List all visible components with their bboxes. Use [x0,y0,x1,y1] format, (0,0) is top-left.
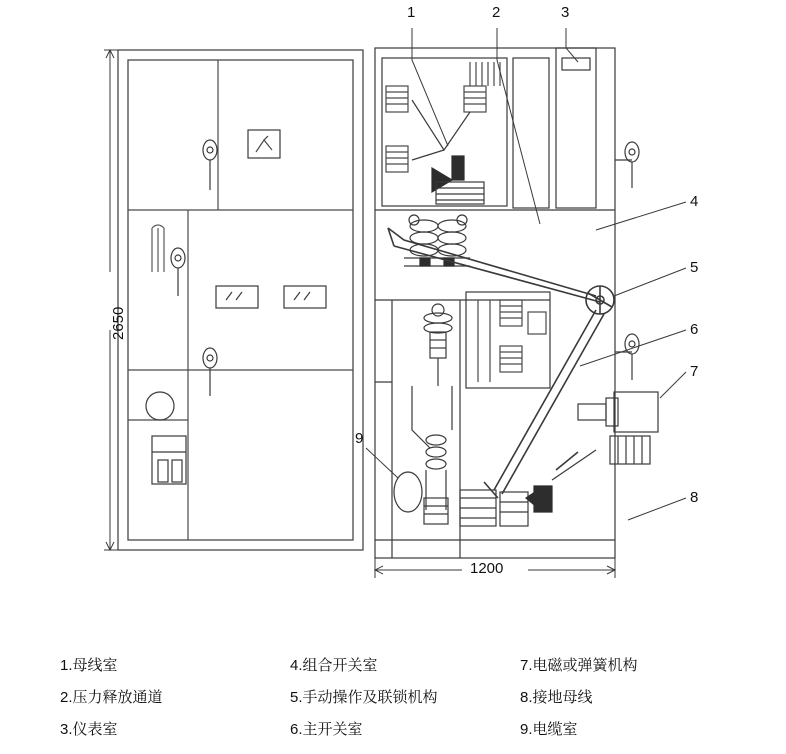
bushing-stack [404,182,484,266]
legend-item-8: 8.接地母线 [520,688,593,706]
door-handle-mid [171,248,185,296]
busbar-vertical-bars [470,62,500,86]
height-dimension-label: 2650 [110,306,127,340]
right-cabinet-outline [375,48,615,558]
vent-slots [152,225,164,272]
earthing-switch-assembly [460,450,596,526]
door-handle-lower [203,348,217,396]
pressure-relief-duct [513,58,549,208]
callout-5: 5 [690,259,699,276]
legend-item-1: 1.母线室 [60,656,118,674]
cable-compartment [394,386,452,524]
legend-item-4: 4.组合开关室 [290,656,378,674]
callout-4: 4 [690,193,699,210]
left-cabinet-divisions [128,60,353,540]
lower-linkage [494,310,604,494]
lower-left-equipment [146,392,186,484]
busbar-coils [386,86,486,172]
callout-6: 6 [690,321,699,338]
legend-item-2: 2.压力释放通道 [60,688,163,706]
callout-1: 1 [407,4,416,21]
label-plate-right [284,286,326,308]
width-dimension-label: 1200 [470,560,504,577]
legend [60,648,760,744]
label-plate-left [216,286,258,308]
main-switch-compartment [466,292,550,388]
mechanism-box [578,392,658,464]
legend-item-3: 3.仪表室 [60,720,118,738]
door-handle-upper [203,140,217,190]
legend-item-7: 7.电磁或弹簧机构 [520,656,638,674]
busbar-compartment [382,58,507,206]
current-transformer [424,304,452,386]
legend-item-9: 9.电缆室 [520,720,578,738]
callout-9: 9 [355,430,364,447]
side-handle-lower [615,334,639,380]
instrument-column [556,48,596,208]
callout-8: 8 [690,489,699,506]
legend-item-6: 6.主开关室 [290,720,363,738]
callout-2: 2 [492,4,501,21]
callout-leaders [366,28,686,520]
operating-linkage [388,228,614,314]
callout-3: 3 [561,4,570,21]
side-handle-upper [615,142,639,188]
meter-panel-icon [248,130,280,158]
callout-7: 7 [690,363,699,380]
legend-item-5: 5.手动操作及联锁机构 [290,688,438,706]
